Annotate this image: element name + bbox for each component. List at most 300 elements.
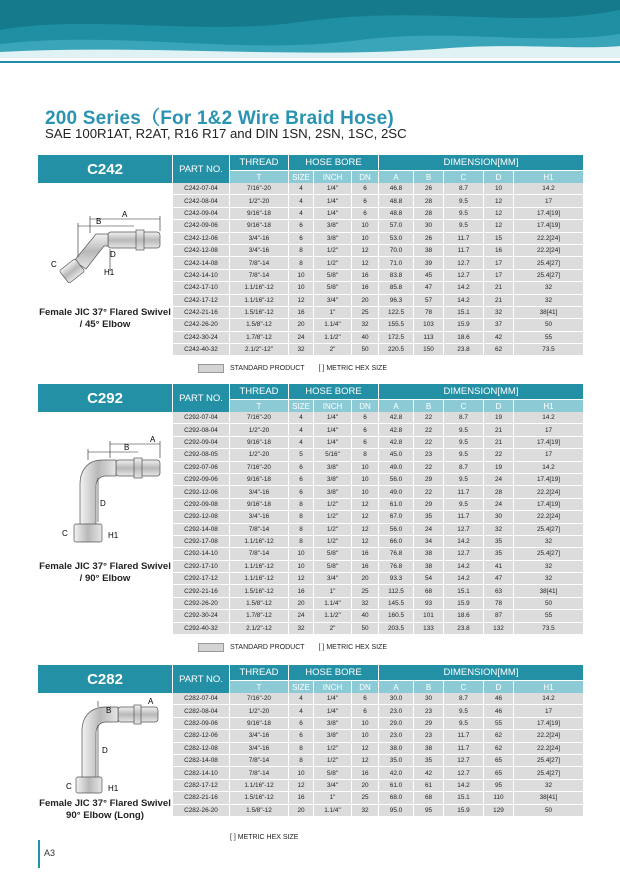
thread-cell: 7/16"-20 xyxy=(229,412,288,424)
dim-d-cell: 62 xyxy=(483,730,513,742)
dim-b-cell: 22 xyxy=(413,412,443,424)
size-cell: 10 xyxy=(288,548,313,560)
dn-cell: 20 xyxy=(351,780,378,792)
dim-h1-cell: 22.2[24] xyxy=(513,730,583,742)
dim-b-cell: 22 xyxy=(413,462,443,474)
table-row xyxy=(172,755,583,767)
dim-label-d: D xyxy=(100,499,106,508)
dim-c-cell: 11.7 xyxy=(443,486,483,498)
dim-b-cell: 22 xyxy=(413,486,443,498)
subheader-b: B xyxy=(413,399,443,412)
inch-cell: 1/4" xyxy=(313,195,351,207)
subheader-b: B xyxy=(413,680,443,693)
dim-a-cell: 23.0 xyxy=(378,730,413,742)
dim-c-cell: 18.6 xyxy=(443,332,483,344)
thread-cell: 1.1/16"-12 xyxy=(229,536,288,548)
dim-b-cell: 133 xyxy=(413,623,443,635)
part-no-cell: C292-21-16 xyxy=(172,585,229,597)
inch-cell: 5/8" xyxy=(313,561,351,573)
table-row xyxy=(172,623,583,635)
dn-cell: 6 xyxy=(351,705,378,717)
size-cell: 24 xyxy=(288,332,313,344)
dim-c-cell: 12.7 xyxy=(443,755,483,767)
dim-label-a: A xyxy=(122,210,128,219)
table-row xyxy=(172,730,583,742)
dn-cell: 32 xyxy=(351,805,378,817)
table-row xyxy=(172,693,583,705)
dim-c-cell: 15.1 xyxy=(443,307,483,319)
size-cell: 16 xyxy=(288,585,313,597)
dim-c-cell: 9.5 xyxy=(443,705,483,717)
dim-d-cell: 24 xyxy=(483,474,513,486)
part-no-cell: C292-30-24 xyxy=(172,610,229,622)
legend-standard: STANDARD PRODUCT xyxy=(230,644,305,651)
dim-b-cell: 29 xyxy=(413,474,443,486)
dim-b-cell: 78 xyxy=(413,307,443,319)
thread-cell: 9/16"-18 xyxy=(229,474,288,486)
dn-cell: 16 xyxy=(351,767,378,779)
dim-h1-cell: 14.2 xyxy=(513,462,583,474)
table-row xyxy=(172,486,583,498)
dim-h1-cell: 14.2 xyxy=(513,412,583,424)
inch-cell: 1/4" xyxy=(313,693,351,705)
dim-b-cell: 23 xyxy=(413,730,443,742)
inch-cell: 5/16" xyxy=(313,449,351,461)
dim-h1-cell: 14.2 xyxy=(513,183,583,195)
table-row xyxy=(172,610,583,622)
table-row xyxy=(172,718,583,730)
thread-cell: 3/4"-16 xyxy=(229,511,288,523)
dim-c-cell: 9.5 xyxy=(443,718,483,730)
part-no-cell: C242-17-12 xyxy=(172,295,229,307)
size-cell: 12 xyxy=(288,573,313,585)
dim-h1-cell: 38[41] xyxy=(513,585,583,597)
table-row xyxy=(172,743,583,755)
size-cell: 10 xyxy=(288,270,313,282)
section-code: C292 xyxy=(38,384,172,412)
header-part-no: PART NO. xyxy=(172,384,229,412)
dim-b-cell: 35 xyxy=(413,511,443,523)
page-subtitle: SAE 100R1AT, R2AT, R16 R17 and DIN 1SN, 2SN, 1SC, 2SC xyxy=(45,126,407,141)
dim-a-cell: 42.8 xyxy=(378,412,413,424)
dim-h1-cell: 32 xyxy=(513,536,583,548)
part-no-cell: C292-07-06 xyxy=(172,462,229,474)
inch-cell: 1/4" xyxy=(313,424,351,436)
dim-h1-cell: 17.4[19] xyxy=(513,474,583,486)
thread-cell: 3/4"-16 xyxy=(229,486,288,498)
dim-d-cell: 28 xyxy=(483,486,513,498)
dim-b-cell: 47 xyxy=(413,282,443,294)
dim-b-cell: 22 xyxy=(413,424,443,436)
thread-cell: 1/2"-20 xyxy=(229,449,288,461)
dim-a-cell: 96.3 xyxy=(378,295,413,307)
inch-cell: 1/2" xyxy=(313,245,351,257)
part-no-cell: C242-40-32 xyxy=(172,344,229,356)
table-row xyxy=(172,412,583,424)
dim-a-cell: 30.0 xyxy=(378,693,413,705)
thread-cell: 3/4"-16 xyxy=(229,743,288,755)
inch-cell: 1.1/2" xyxy=(313,332,351,344)
inch-cell: 1/2" xyxy=(313,257,351,269)
dim-c-cell: 14.2 xyxy=(443,295,483,307)
subheader-size: SIZE xyxy=(288,680,313,693)
dn-cell: 10 xyxy=(351,233,378,245)
dim-a-cell: 70.0 xyxy=(378,245,413,257)
dim-d-cell: 37 xyxy=(483,319,513,331)
header-part-no: PART NO. xyxy=(172,665,229,693)
header-thread: THREAD xyxy=(229,665,288,680)
dim-a-cell: 220.5 xyxy=(378,344,413,356)
legend-metric: [ ] METRIC HEX SIZE xyxy=(318,644,387,651)
dim-label-b: B xyxy=(106,706,112,715)
dim-label-b: B xyxy=(96,217,102,226)
dim-a-cell: 68.0 xyxy=(378,792,413,804)
dim-b-cell: 38 xyxy=(413,548,443,560)
part-no-cell: C292-14-10 xyxy=(172,548,229,560)
subheader-t: T xyxy=(229,170,288,183)
thread-cell: 1/2"-20 xyxy=(229,195,288,207)
part-no-cell: C242-12-06 xyxy=(172,233,229,245)
table-row xyxy=(172,524,583,536)
table-row xyxy=(172,705,583,717)
header-hose-bore: HOSE BORE xyxy=(288,155,378,170)
dim-h1-cell: 50 xyxy=(513,319,583,331)
size-cell: 8 xyxy=(288,524,313,536)
dim-h1-cell: 17.4[19] xyxy=(513,220,583,232)
dim-c-cell: 15.1 xyxy=(443,585,483,597)
dim-c-cell: 9.5 xyxy=(443,449,483,461)
size-cell: 4 xyxy=(288,183,313,195)
thread-cell: 1.5/8"-12 xyxy=(229,598,288,610)
size-cell: 6 xyxy=(288,486,313,498)
page-title: 200 Series（For 1&2 Wire Braid Hose) xyxy=(45,108,394,129)
inch-cell: 5/8" xyxy=(313,548,351,560)
dim-c-cell: 11.7 xyxy=(443,245,483,257)
dim-d-cell: 21 xyxy=(483,295,513,307)
table-row xyxy=(172,282,583,294)
size-cell: 6 xyxy=(288,233,313,245)
dim-b-cell: 38 xyxy=(413,743,443,755)
table-row xyxy=(172,462,583,474)
inch-cell: 1/4" xyxy=(313,412,351,424)
dim-c-cell: 12.7 xyxy=(443,257,483,269)
size-cell: 16 xyxy=(288,307,313,319)
dim-h1-cell: 17 xyxy=(513,424,583,436)
part-no-cell: C292-09-04 xyxy=(172,437,229,449)
inch-cell: 3/8" xyxy=(313,462,351,474)
dim-c-cell: 9.5 xyxy=(443,195,483,207)
dim-b-cell: 113 xyxy=(413,332,443,344)
part-no-cell: C282-17-12 xyxy=(172,780,229,792)
dim-h1-cell: 17.4[19] xyxy=(513,437,583,449)
standard-product-swatch xyxy=(198,643,224,652)
dim-label-c: C xyxy=(51,260,57,269)
section-c282 xyxy=(38,665,583,845)
size-cell: 12 xyxy=(288,295,313,307)
dn-cell: 10 xyxy=(351,220,378,232)
dn-cell: 25 xyxy=(351,307,378,319)
dim-b-cell: 23 xyxy=(413,705,443,717)
table-row xyxy=(172,344,583,356)
inch-cell: 3/4" xyxy=(313,573,351,585)
dim-c-cell: 14.2 xyxy=(443,536,483,548)
dim-d-cell: 95 xyxy=(483,780,513,792)
dim-c-cell: 12.7 xyxy=(443,767,483,779)
dim-b-cell: 68 xyxy=(413,585,443,597)
dim-a-cell: 49.0 xyxy=(378,486,413,498)
dim-c-cell: 11.7 xyxy=(443,743,483,755)
part-no-cell: C282-12-06 xyxy=(172,730,229,742)
dim-d-cell: 24 xyxy=(483,499,513,511)
dim-b-cell: 68 xyxy=(413,792,443,804)
size-cell: 4 xyxy=(288,424,313,436)
dim-a-cell: 45.0 xyxy=(378,449,413,461)
spec-table-body xyxy=(172,183,583,356)
standard-product-swatch xyxy=(198,364,224,373)
dim-c-cell: 14.2 xyxy=(443,561,483,573)
dim-h1-cell: 25.4[27] xyxy=(513,270,583,282)
dim-a-cell: 61.0 xyxy=(378,499,413,511)
thread-cell: 7/8"-14 xyxy=(229,257,288,269)
dim-c-cell: 8.7 xyxy=(443,412,483,424)
thread-cell: 7/8"-14 xyxy=(229,548,288,560)
subheader-d: D xyxy=(483,680,513,693)
thread-cell: 7/8"-14 xyxy=(229,755,288,767)
size-cell: 8 xyxy=(288,511,313,523)
dn-cell: 20 xyxy=(351,573,378,585)
dn-cell: 10 xyxy=(351,718,378,730)
dim-a-cell: 93.3 xyxy=(378,573,413,585)
dim-c-cell: 9.5 xyxy=(443,424,483,436)
dn-cell: 20 xyxy=(351,295,378,307)
dn-cell: 6 xyxy=(351,195,378,207)
part-no-cell: C282-21-16 xyxy=(172,792,229,804)
table-row xyxy=(172,499,583,511)
dim-c-cell: 14.2 xyxy=(443,573,483,585)
table-row xyxy=(172,573,583,585)
inch-cell: 3/8" xyxy=(313,474,351,486)
dim-c-cell: 9.5 xyxy=(443,499,483,511)
dn-cell: 40 xyxy=(351,332,378,344)
dim-label-a: A xyxy=(150,435,156,444)
dim-a-cell: 48.8 xyxy=(378,195,413,207)
dim-d-cell: 17 xyxy=(483,257,513,269)
table-row xyxy=(172,307,583,319)
part-no-cell: C292-08-05 xyxy=(172,449,229,461)
inch-cell: 1/4" xyxy=(313,208,351,220)
dim-b-cell: 101 xyxy=(413,610,443,622)
dn-cell: 25 xyxy=(351,585,378,597)
size-cell: 20 xyxy=(288,598,313,610)
part-no-cell: C282-08-04 xyxy=(172,705,229,717)
dim-h1-cell: 22.2[24] xyxy=(513,511,583,523)
inch-cell: 2" xyxy=(313,344,351,356)
inch-cell: 1.1/2" xyxy=(313,610,351,622)
dim-b-cell: 150 xyxy=(413,344,443,356)
dim-d-cell: 78 xyxy=(483,598,513,610)
subheader-inch: INCH xyxy=(313,680,351,693)
dim-b-cell: 38 xyxy=(413,245,443,257)
dn-cell: 32 xyxy=(351,319,378,331)
dim-a-cell: 42.0 xyxy=(378,767,413,779)
dim-a-cell: 76.8 xyxy=(378,548,413,560)
table-row xyxy=(172,449,583,461)
inch-cell: 1" xyxy=(313,585,351,597)
table-row xyxy=(172,183,583,195)
dim-c-cell: 12.7 xyxy=(443,270,483,282)
dim-h1-cell: 50 xyxy=(513,805,583,817)
dim-a-cell: 71.0 xyxy=(378,257,413,269)
header-rule xyxy=(0,61,620,63)
dim-label-d: D xyxy=(102,746,108,755)
subheader-a: A xyxy=(378,680,413,693)
size-cell: 4 xyxy=(288,412,313,424)
dim-b-cell: 26 xyxy=(413,233,443,245)
thread-cell: 7/8"-14 xyxy=(229,270,288,282)
dim-c-cell: 23.8 xyxy=(443,344,483,356)
dim-label-h1: H1 xyxy=(104,268,115,277)
dn-cell: 12 xyxy=(351,511,378,523)
thread-cell: 9/16"-18 xyxy=(229,220,288,232)
dim-c-cell: 15.9 xyxy=(443,598,483,610)
thread-cell: 1.5/8"-12 xyxy=(229,319,288,331)
dim-h1-cell: 38[41] xyxy=(513,792,583,804)
thread-cell: 1.5/16"-12 xyxy=(229,585,288,597)
fitting-figure-45 xyxy=(38,183,172,358)
thread-cell: 1.5/16"-12 xyxy=(229,792,288,804)
fitting-figure-90 xyxy=(38,412,172,642)
thread-cell: 1/2"-20 xyxy=(229,705,288,717)
dim-c-cell: 9.5 xyxy=(443,220,483,232)
dim-d-cell: 65 xyxy=(483,755,513,767)
dim-label-a: A xyxy=(148,697,154,706)
section-c242 xyxy=(38,155,583,370)
table-row xyxy=(172,270,583,282)
dim-b-cell: 61 xyxy=(413,780,443,792)
dim-c-cell: 8.7 xyxy=(443,183,483,195)
dim-h1-cell: 14.2 xyxy=(513,693,583,705)
thread-cell: 7/8"-14 xyxy=(229,524,288,536)
dim-d-cell: 132 xyxy=(483,623,513,635)
dim-a-cell: 67.0 xyxy=(378,511,413,523)
dn-cell: 40 xyxy=(351,610,378,622)
size-cell: 8 xyxy=(288,257,313,269)
dim-h1-cell: 50 xyxy=(513,598,583,610)
size-cell: 8 xyxy=(288,245,313,257)
thread-cell: 7/16"-20 xyxy=(229,462,288,474)
dim-a-cell: 112.5 xyxy=(378,585,413,597)
subheader-dn: DN xyxy=(351,680,378,693)
size-cell: 8 xyxy=(288,755,313,767)
inch-cell: 1/4" xyxy=(313,183,351,195)
dim-b-cell: 23 xyxy=(413,449,443,461)
legend xyxy=(230,834,298,841)
dim-b-cell: 28 xyxy=(413,195,443,207)
inch-cell: 3/8" xyxy=(313,486,351,498)
part-no-cell: C242-30-24 xyxy=(172,332,229,344)
dim-b-cell: 34 xyxy=(413,536,443,548)
dn-cell: 12 xyxy=(351,743,378,755)
inch-cell: 1/4" xyxy=(313,705,351,717)
part-no-cell: C292-17-12 xyxy=(172,573,229,585)
dn-cell: 6 xyxy=(351,412,378,424)
dn-cell: 6 xyxy=(351,208,378,220)
inch-cell: 1.1/4" xyxy=(313,319,351,331)
inch-cell: 1/2" xyxy=(313,524,351,536)
thread-cell: 3/4"-16 xyxy=(229,730,288,742)
dim-d-cell: 21 xyxy=(483,437,513,449)
dim-label-c: C xyxy=(66,782,72,791)
dim-d-cell: 46 xyxy=(483,693,513,705)
inch-cell: 3/4" xyxy=(313,780,351,792)
size-cell: 4 xyxy=(288,195,313,207)
part-no-cell: C242-17-10 xyxy=(172,282,229,294)
thread-cell: 2.1/2"-12 xyxy=(229,623,288,635)
dim-label-h1: H1 xyxy=(108,784,119,793)
dn-cell: 12 xyxy=(351,755,378,767)
dn-cell: 16 xyxy=(351,561,378,573)
dim-h1-cell: 25.4[27] xyxy=(513,755,583,767)
dim-h1-cell: 17.4[19] xyxy=(513,208,583,220)
table-row xyxy=(172,257,583,269)
subheader-c: C xyxy=(443,680,483,693)
dim-d-cell: 12 xyxy=(483,195,513,207)
part-no-cell: C292-09-06 xyxy=(172,474,229,486)
size-cell: 6 xyxy=(288,718,313,730)
size-cell: 5 xyxy=(288,449,313,461)
size-cell: 6 xyxy=(288,474,313,486)
dim-d-cell: 63 xyxy=(483,585,513,597)
dim-h1-cell: 17 xyxy=(513,195,583,207)
dim-h1-cell: 17 xyxy=(513,449,583,461)
thread-cell: 2.1/2"-12" xyxy=(229,344,288,356)
dim-d-cell: 35 xyxy=(483,536,513,548)
dim-c-cell: 9.5 xyxy=(443,474,483,486)
size-cell: 24 xyxy=(288,610,313,622)
inch-cell: 1/2" xyxy=(313,536,351,548)
thread-cell: 3/4"-16 xyxy=(229,233,288,245)
inch-cell: 1.1/4" xyxy=(313,805,351,817)
dim-d-cell: 35 xyxy=(483,548,513,560)
size-cell: 32 xyxy=(288,344,313,356)
header-thread: THREAD xyxy=(229,384,288,399)
dim-d-cell: 30 xyxy=(483,511,513,523)
dim-d-cell: 15 xyxy=(483,233,513,245)
dim-c-cell: 9.5 xyxy=(443,208,483,220)
size-cell: 4 xyxy=(288,208,313,220)
dim-d-cell: 32 xyxy=(483,524,513,536)
dim-h1-cell: 22.2[24] xyxy=(513,245,583,257)
dim-a-cell: 38.0 xyxy=(378,743,413,755)
dim-d-cell: 41 xyxy=(483,561,513,573)
thread-cell: 9/16"-18 xyxy=(229,499,288,511)
dim-b-cell: 54 xyxy=(413,573,443,585)
header-dimension: DIMENSION[MM] xyxy=(378,155,583,170)
size-cell: 4 xyxy=(288,705,313,717)
table-row xyxy=(172,511,583,523)
table-row xyxy=(172,195,583,207)
thread-cell: 1.1/16"-12 xyxy=(229,780,288,792)
part-no-cell: C292-17-08 xyxy=(172,536,229,548)
dim-label-h1: H1 xyxy=(108,531,119,540)
product-name: Female JIC 37° Flared Swivel 90° Elbow (Long) xyxy=(39,798,171,821)
subheader-t: T xyxy=(229,399,288,412)
inch-cell: 1.1/4" xyxy=(313,598,351,610)
subheader-h1: H1 xyxy=(513,399,583,412)
dim-c-cell: 14.2 xyxy=(443,780,483,792)
thread-cell: 1/2"-20 xyxy=(229,424,288,436)
dim-h1-cell: 22.2[24] xyxy=(513,486,583,498)
